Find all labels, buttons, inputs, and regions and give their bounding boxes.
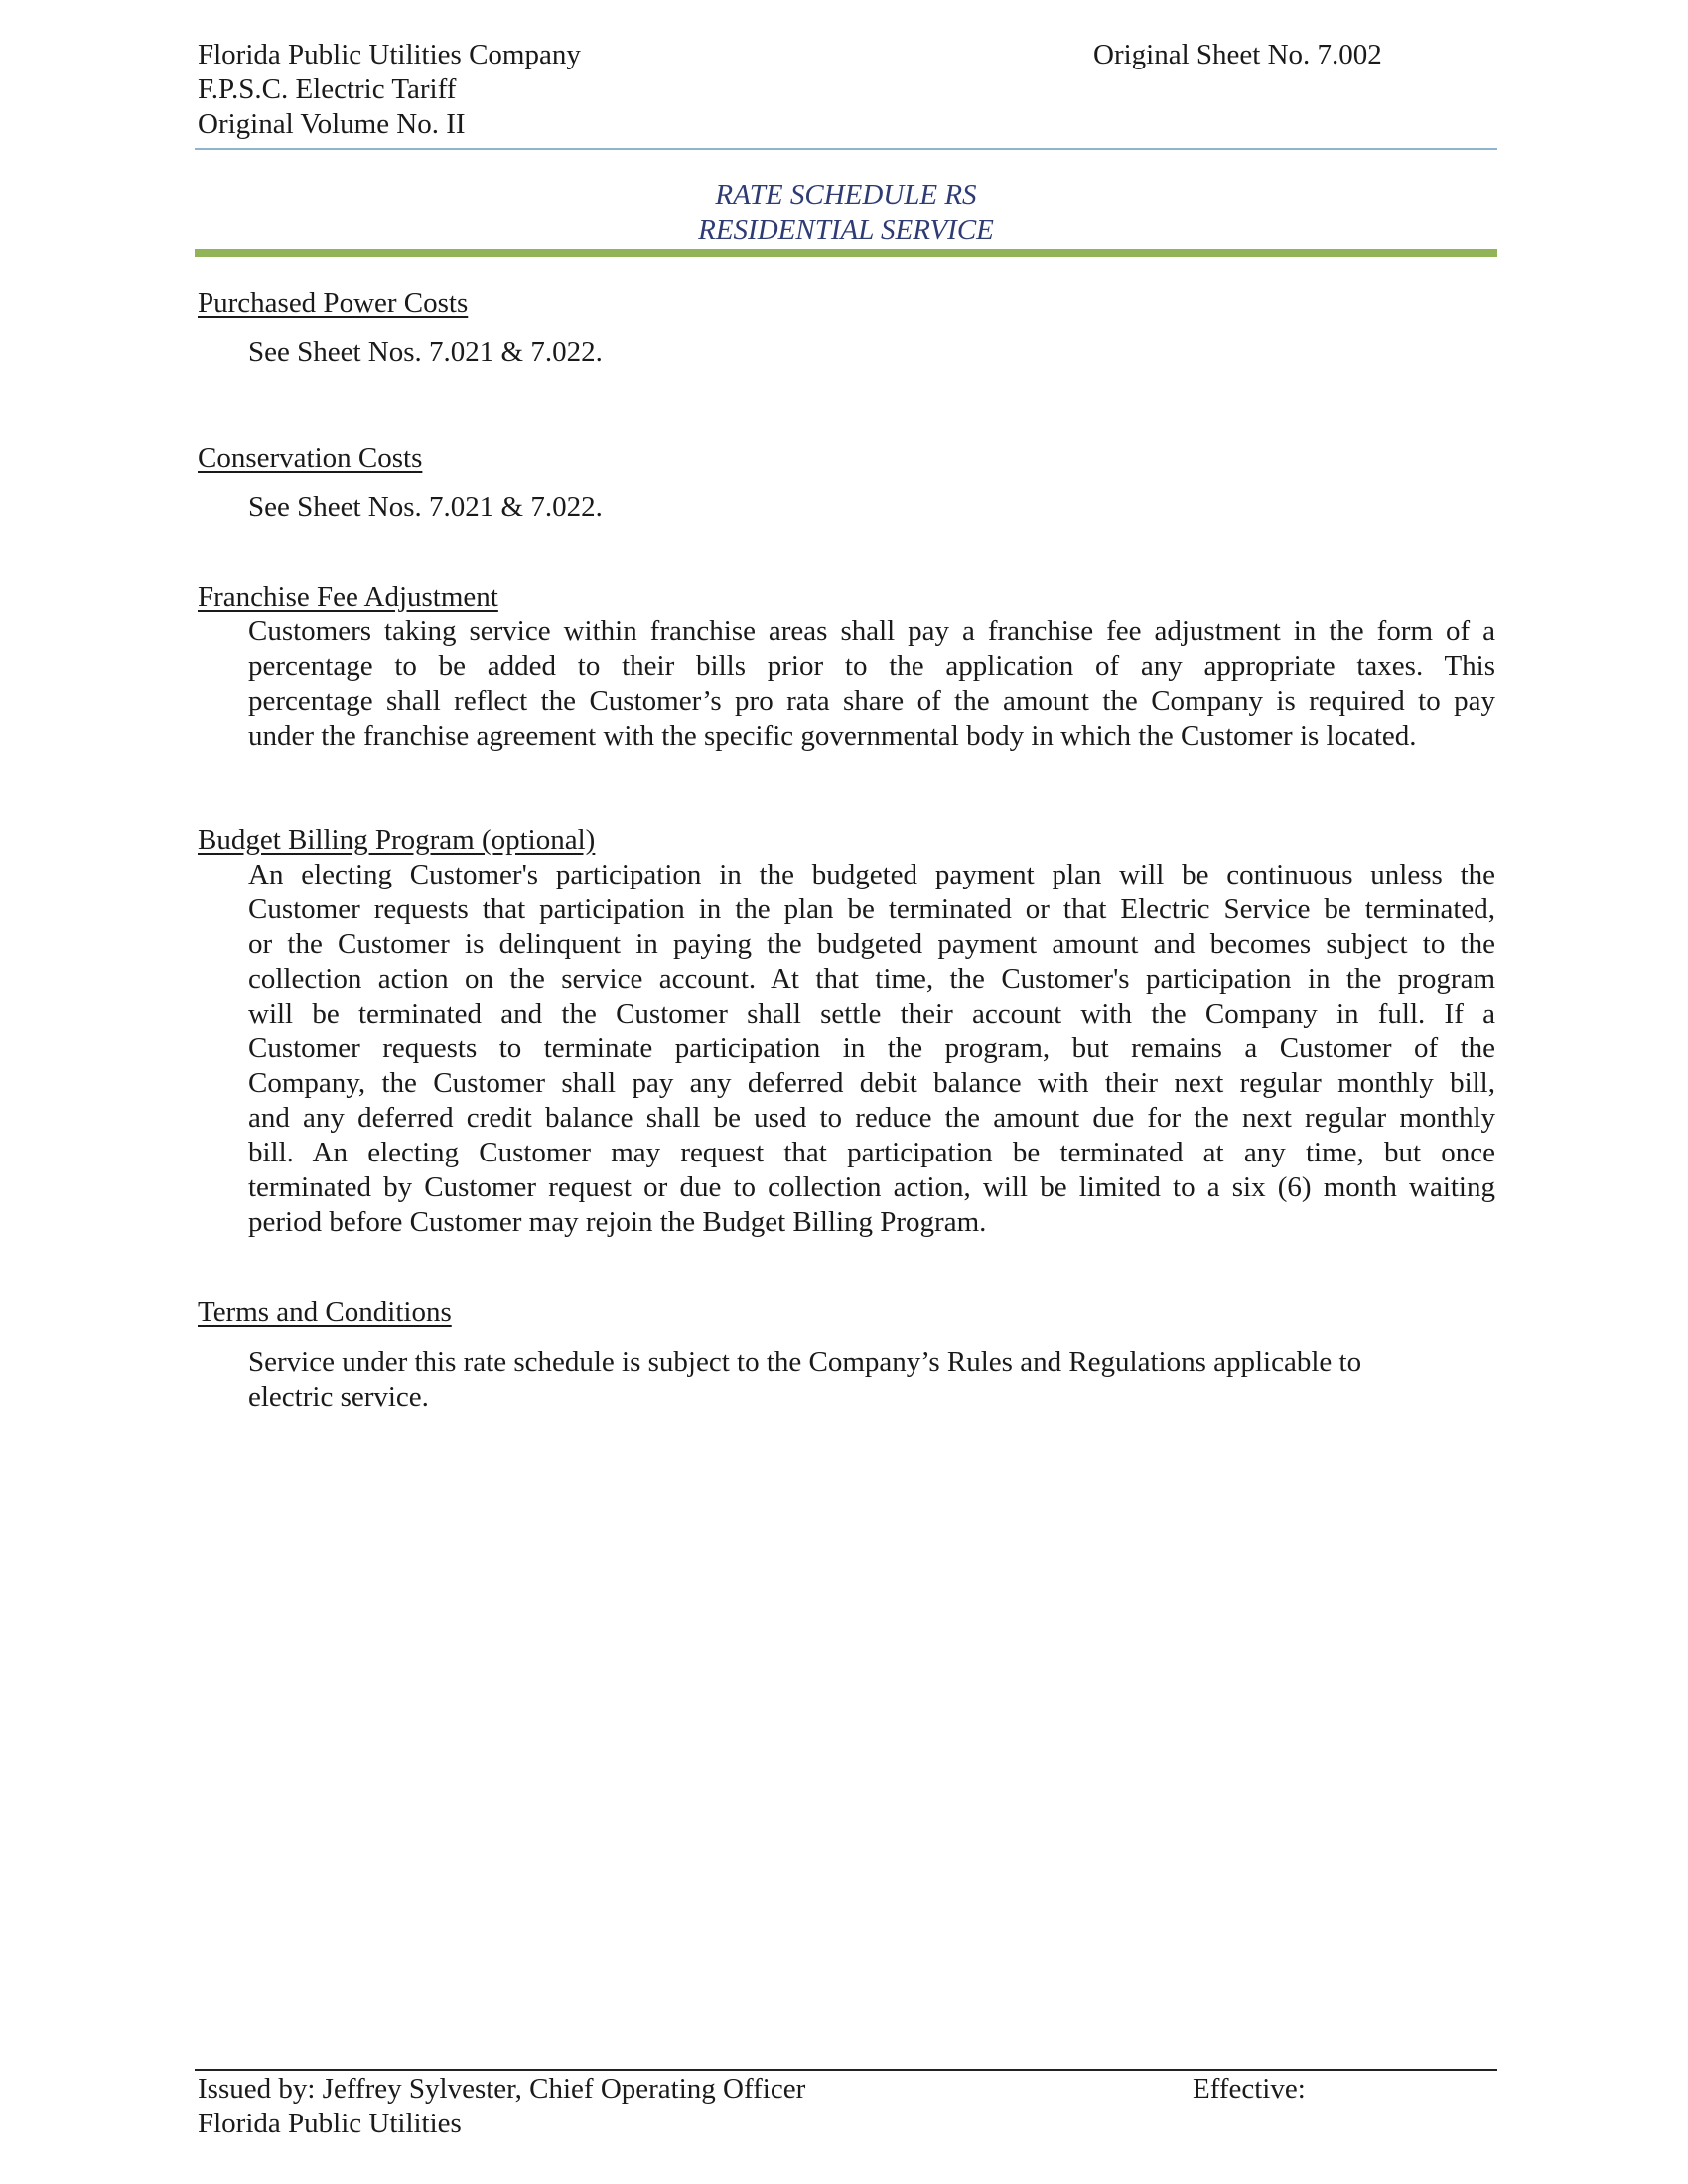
franchise-line: under the franchise agreement with the specific governmental body in which the Customer is located. (248, 720, 1417, 751)
franchise-line: percentage shall reflect the Customer’s pro rata share of the amount the Company is required to pay (248, 685, 1495, 717)
tariff-name: F.P.S.C. Electric Tariff (198, 73, 457, 105)
header-company-block (198, 38, 581, 142)
budget-line: and any deferred credit balance shall be used to reduce the amount due for the next regular monthly (248, 1102, 1495, 1134)
volume-number: Original Volume No. II (198, 108, 466, 140)
budget-line: Company, the Customer shall pay any deferred debit balance with their next regular monthly bill, (248, 1067, 1495, 1099)
sheet-number: Original Sheet No. 7.002 (1093, 39, 1382, 70)
purchased-power-heading: Purchased Power Costs (198, 287, 469, 319)
conservation-heading: Conservation Costs (198, 442, 423, 474)
budget-line: period before Customer may rejoin the Budget Billing Program. (248, 1206, 987, 1238)
title-line-1: RATE SCHEDULE RS (715, 179, 977, 210)
franchise-paragraph (248, 614, 1495, 753)
budget-line: will be terminated and the Customer shall settle their account with the Company in full. If a (248, 998, 1495, 1029)
footer-issuer-block (198, 2072, 805, 2141)
terms-paragraph (248, 1345, 1361, 1415)
document-title (195, 177, 1497, 248)
franchise-heading: Franchise Fee Adjustment (198, 581, 498, 613)
footer-divider (195, 2069, 1497, 2071)
budget-line: terminated by Customer request or due to collection action, will be limited to a six (6) month waiting (248, 1171, 1495, 1203)
budget-paragraph (248, 858, 1495, 1240)
terms-heading: Terms and Conditions (198, 1297, 452, 1328)
title-divider (195, 249, 1497, 257)
issued-by: Issued by: Jeffrey Sylvester, Chief Operating Officer (198, 2073, 806, 2105)
footer-company: Florida Public Utilities (198, 2108, 462, 2139)
effective-label: Effective: (1193, 2073, 1306, 2105)
budget-line: Customer requests that participation in the plan be terminated or that Electric Service be terminated, (248, 893, 1495, 925)
franchise-line: percentage to be added to their bills prior to the application of any appropriate taxes. This (248, 650, 1495, 682)
title-line-2: RESIDENTIAL SERVICE (698, 214, 994, 246)
budget-line: or the Customer is delinquent in paying the budgeted payment amount and becomes subject to the (248, 928, 1495, 960)
budget-line: bill. An electing Customer may request that participation be terminated at any time, but once (248, 1137, 1495, 1168)
budget-line: An electing Customer's participation in the budgeted payment plan will be continuous unless the (248, 859, 1495, 890)
franchise-line: Customers taking service within franchise areas shall pay a franchise fee adjustment in the form of a (248, 615, 1495, 647)
budget-line: collection action on the service account. At that time, the Customer's participation in the program (248, 963, 1495, 995)
conservation-text: See Sheet Nos. 7.021 & 7.022. (248, 491, 603, 523)
terms-line: electric service. (248, 1381, 429, 1413)
terms-line: Service under this rate schedule is subject to the Company’s Rules and Regulations applicable to (248, 1346, 1362, 1378)
header-divider (195, 148, 1497, 150)
purchased-power-text: See Sheet Nos. 7.021 & 7.022. (248, 337, 603, 368)
company-name: Florida Public Utilities Company (198, 39, 581, 70)
budget-heading: Budget Billing Program (optional) (198, 824, 596, 856)
budget-line: Customer requests to terminate participation in the program, but remains a Customer of the (248, 1032, 1495, 1064)
